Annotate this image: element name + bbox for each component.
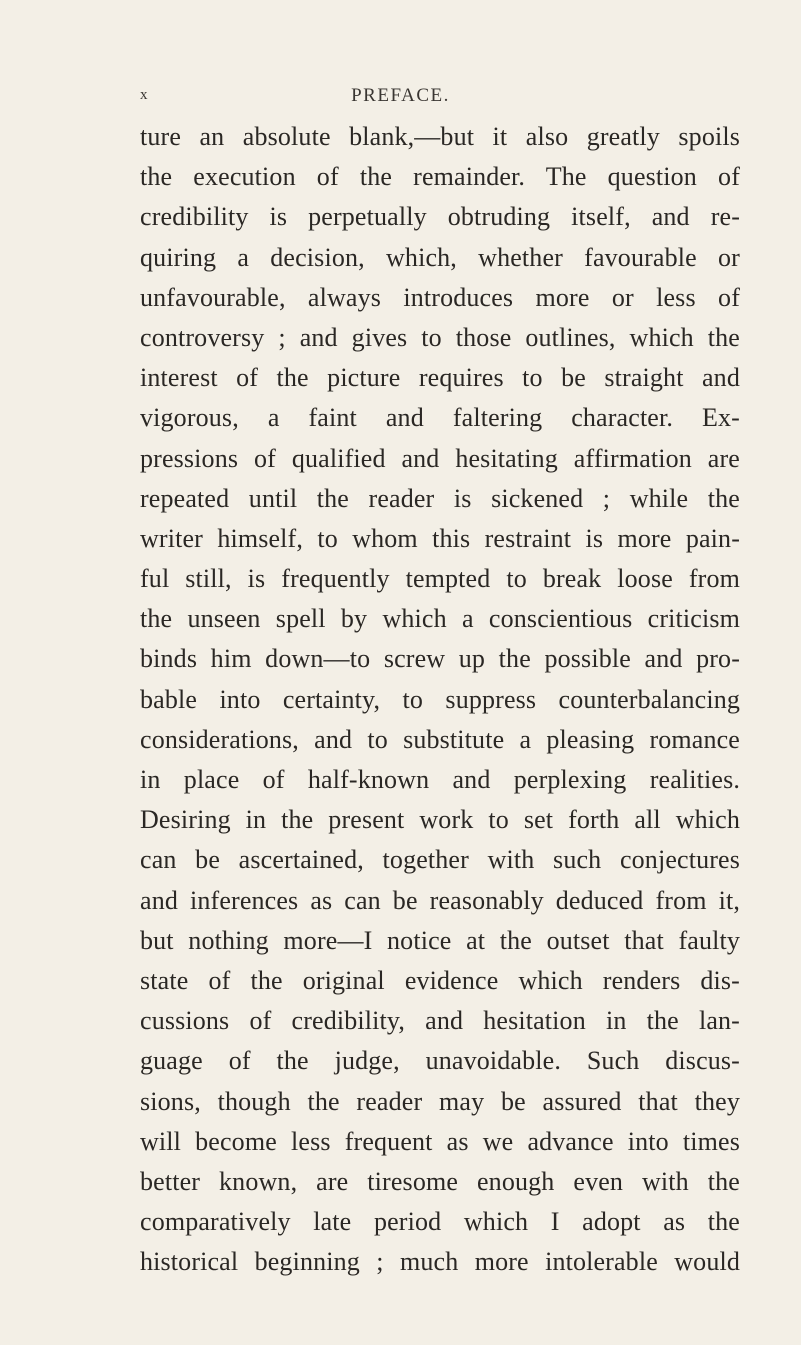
text-line-6: controversy ; and gives to those outlines, which the: [140, 322, 740, 352]
text-line-20: and inferences as can be reasonably deduced from it,: [140, 885, 740, 915]
text-line-5: unfavourable, always introduces more or less of: [140, 282, 740, 312]
text-line-22: state of the original evidence which renders dis-: [140, 965, 740, 995]
text-line-17: in place of half-known and perplexing realities.: [140, 765, 740, 794]
text-line-25: sions, though the reader may be assured that they: [140, 1086, 740, 1116]
text-line-2: the execution of the remainder. The question of: [140, 162, 740, 192]
text-line-27: better known, are tiresome enough even with the: [140, 1166, 740, 1196]
text-line-28: comparatively late period which I adopt as the: [140, 1207, 740, 1237]
text-line-12: ful still, is frequently tempted to break loose from: [140, 564, 740, 594]
page-number: x: [140, 87, 148, 103]
body-text: [140, 117, 740, 1282]
text-line-18: Desiring in the present work to set forth all which: [140, 805, 740, 835]
text-line-16: considerations, and to substitute a pleasing romance: [140, 724, 740, 754]
text-line-19: can be ascertained, together with such conjectures: [140, 845, 740, 875]
text-line-9: pressions of qualified and hesitating affirmation are: [140, 443, 740, 473]
text-line-8: vigorous, a faint and faltering character. Ex-: [140, 403, 740, 433]
text-line-29: historical beginning ; much more intolerable would: [140, 1247, 740, 1277]
text-line-26: will become less frequent as we advance into times: [140, 1126, 740, 1156]
text-line-24: guage of the judge, unavoidable. Such discus-: [140, 1046, 740, 1076]
text-line-14: binds him down—to screw up the possible and pro-: [140, 644, 740, 674]
running-head-title: PREFACE.: [351, 85, 450, 106]
text-line-15: bable into certainty, to suppress counterbalancing: [140, 684, 740, 714]
running-head: [0, 85, 801, 109]
text-line-11: writer himself, to whom this restraint is more pain-: [140, 523, 740, 553]
text-line-23: cussions of credibility, and hesitation in the lan-: [140, 1006, 740, 1036]
text-line-13: the unseen spell by which a conscientious criticism: [140, 604, 740, 634]
text-line-1: ture an absolute blank,—but it also greatly spoils: [140, 122, 740, 151]
text-line-7: interest of the picture requires to be straight and: [140, 363, 740, 393]
text-line-10: repeated until the reader is sickened ; while the: [140, 483, 740, 513]
text-line-4: quiring a decision, which, whether favourable or: [140, 242, 740, 272]
text-line-3: credibility is perpetually obtruding itself, and re-: [140, 202, 740, 232]
text-line-21: but nothing more—I notice at the outset that faulty: [140, 925, 740, 955]
